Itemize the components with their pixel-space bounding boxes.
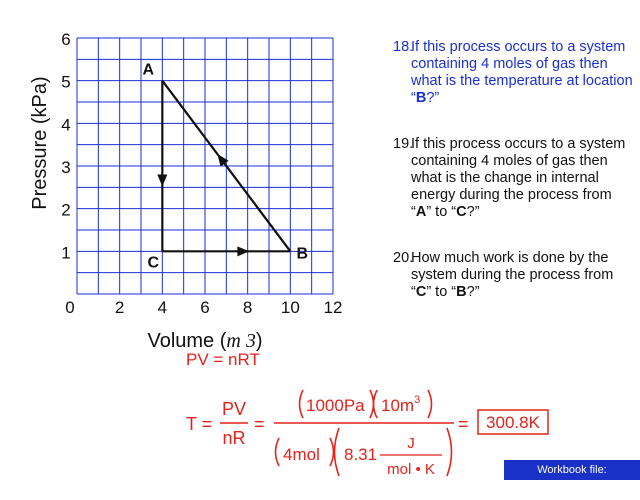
num-b: $10m^3$ [381,394,421,415]
den-b: 8.31 [344,445,378,464]
result: 300.8K [486,413,540,432]
question-number: 19. [393,136,414,152]
y-tick-label: 5 [61,72,71,92]
den-a: 4mol [283,445,320,464]
x-tick-label: 2 [114,298,125,317]
x-tick-label: 4 [157,298,168,317]
paren [300,390,304,418]
paren [447,428,452,476]
paren [374,390,378,418]
question-number: 20. [393,250,414,266]
question-text: How much work is done by the system during the process from “C” to “B?” [411,250,614,300]
x-tick-label: 8 [242,298,253,317]
x-axis-label: Volume (m 3) [147,330,263,352]
paren [335,428,340,476]
paren [428,390,432,418]
point-label-c: C [147,254,160,272]
question-number: 18. [393,39,414,55]
paren [330,438,334,466]
question-text: If this process occurs to a system containing 4 moles of gas then what is the temperature at location “B?” [411,39,633,106]
paren [276,438,280,466]
y-tick-label: 4 [61,115,71,135]
workbook-file-link[interactable]: Workbook file: workbook.pdf [504,460,640,480]
ideal-gas-law: PV = nRT [186,350,260,369]
num-a: 1000Pa [306,396,365,415]
y-tick-label: 3 [61,158,71,177]
den-frac-num: J [407,435,415,452]
x-tick-label: 0 [65,298,75,317]
t-lhs: T = [186,414,213,434]
point-label-b: B [296,245,309,263]
x-tick-label: 10 [280,298,300,317]
equals-2: = [458,414,469,434]
question-text: If this process occurs to a system containing 4 moles of gas then what is the change in internal energy during the process from “A” to “C?” [411,136,626,220]
equals-1: = [254,414,265,434]
x-tick-label: 12 [323,298,343,317]
y-tick-label: 2 [61,200,71,220]
y-axis-label: Pressure (kPa) [29,76,51,210]
frac1-num: PV [221,399,247,419]
frac1-den: nR [222,428,246,448]
x-tick-label: 6 [200,298,210,317]
point-label-a: A [142,61,155,79]
den-frac-den: mol • K [387,461,435,478]
y-tick-label: 1 [61,243,71,263]
y-tick-label: 6 [61,30,71,49]
